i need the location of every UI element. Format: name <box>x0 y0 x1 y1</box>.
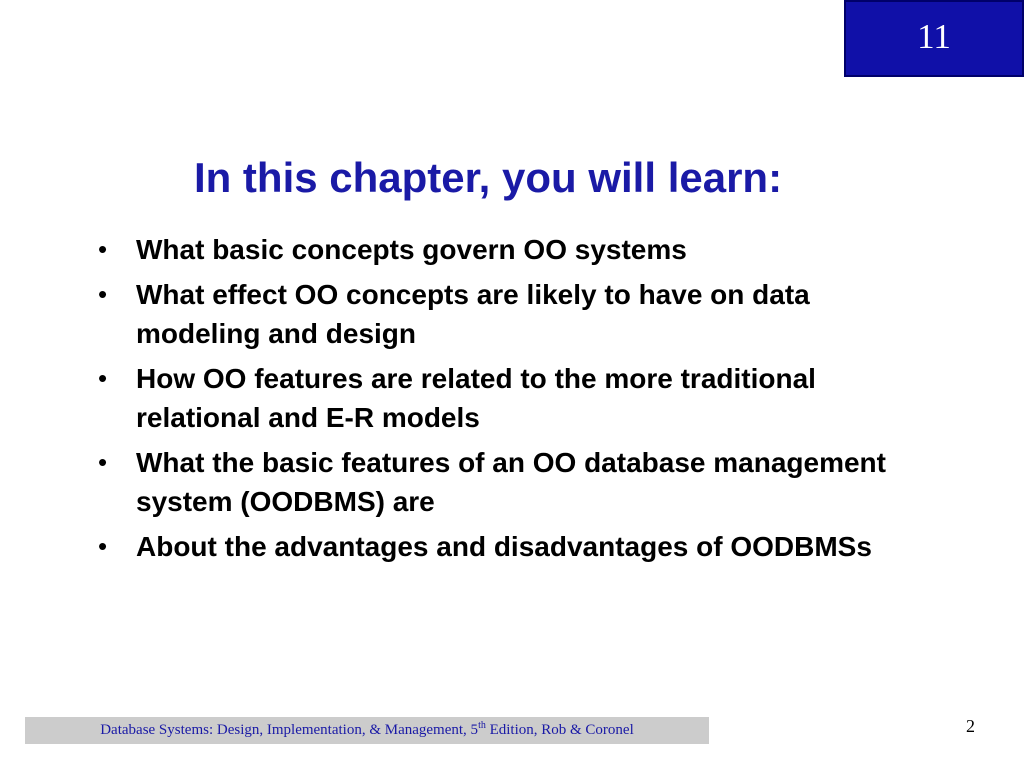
bullet-icon: • <box>98 447 108 477</box>
footer-text-before: Database Systems: Design, Implementation, & Management, 5 <box>100 722 479 738</box>
bullet-item <box>95 443 915 521</box>
chapter-number: 11 <box>917 16 951 56</box>
bullet-item <box>95 359 915 437</box>
bullet-text: About the advantages and disadvantages of OODBMSs <box>136 531 872 562</box>
footer-superscript: th <box>478 720 486 731</box>
slide-title: In this chapter, you will learn: <box>193 154 783 201</box>
bullet-list <box>95 230 915 572</box>
bullet-text: What the basic features of an OO database management system (OODBMS) are <box>136 447 886 517</box>
bullet-text: What basic concepts govern OO systems <box>136 234 687 265</box>
footer-bar <box>25 717 709 744</box>
bullet-text: How OO features are related to the more traditional relational and E-R models <box>136 363 816 433</box>
bullet-icon: • <box>98 363 108 393</box>
bullet-item <box>95 527 915 566</box>
bullet-item <box>95 275 915 353</box>
bullet-icon: • <box>98 279 108 309</box>
footer-citation <box>100 722 634 739</box>
page-number: 2 <box>966 716 975 736</box>
bullet-text: What effect OO concepts are likely to have on data modeling and design <box>136 279 810 349</box>
bullet-icon: • <box>98 234 108 264</box>
bullet-item <box>95 230 915 269</box>
footer-text-after: Edition, Rob & Coronel <box>485 722 634 738</box>
bullet-icon: • <box>98 531 108 561</box>
chapter-badge <box>844 0 1024 77</box>
